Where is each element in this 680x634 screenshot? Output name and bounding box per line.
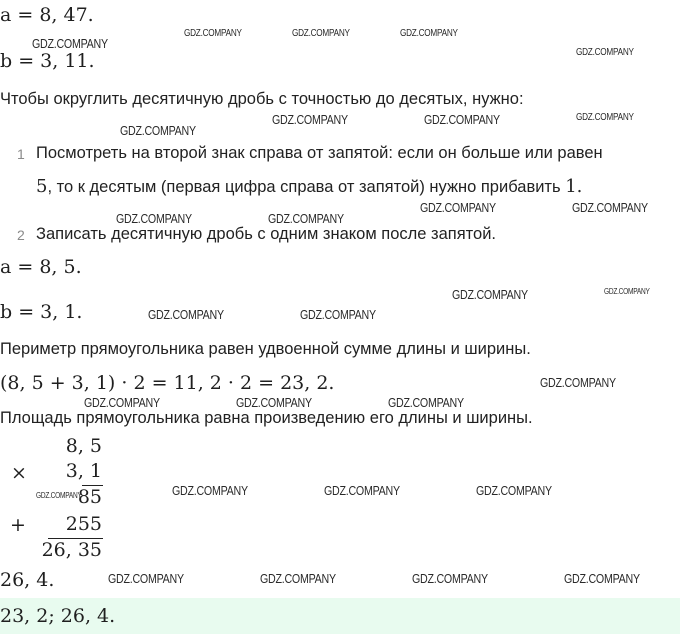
watermark: GDZ.COMPANY xyxy=(84,395,160,410)
b-initial: b = 3, 11. xyxy=(0,50,95,72)
watermark: GDZ.COMPANY xyxy=(412,571,488,586)
perimeter-formula: (8, 5 + 3, 1) · 2 = 11, 2 · 2 = 23, 2. xyxy=(0,372,335,394)
plus-sign: + xyxy=(10,514,26,536)
watermark: GDZ.COMPANY xyxy=(260,571,336,586)
mult-sign: × xyxy=(11,462,27,484)
watermark: GDZ.COMPANY xyxy=(292,28,350,39)
b-rounded: b = 3, 1. xyxy=(0,301,83,323)
step1-one: 1. xyxy=(565,176,583,197)
partial-product-1: 85 xyxy=(77,486,102,508)
watermark: GDZ.COMPANY xyxy=(564,571,640,586)
watermark: GDZ.COMPANY xyxy=(576,47,634,58)
answer: 23, 2; 26, 4. xyxy=(0,605,116,627)
watermark: GDZ.COMPANY xyxy=(572,200,648,215)
a-rounded: a = 8, 5. xyxy=(0,256,82,278)
watermark: GDZ.COMPANY xyxy=(540,375,616,390)
step1-five: 5 xyxy=(36,176,48,197)
rounding-intro: Чтобы округлить десятичную дробь с точностью до десятых, нужно: xyxy=(0,90,524,108)
watermark: GDZ.COMPANY xyxy=(172,483,248,498)
partial-product-2: 255 xyxy=(65,513,102,535)
watermark: GDZ.COMPANY xyxy=(236,395,312,410)
step1-number: 1 xyxy=(17,146,25,162)
step1-text-mid: , то к десятым (первая цифра справа от запятой) нужно прибавить xyxy=(47,178,561,196)
step1-text-line2 xyxy=(36,178,582,196)
watermark: GDZ.COMPANY xyxy=(120,123,196,138)
a-initial: a = 8, 47. xyxy=(0,4,94,26)
area-text: Площадь прямоугольника равна произведению его длины и ширины. xyxy=(0,409,533,427)
watermark: GDZ.COMPANY xyxy=(388,395,464,410)
step2-number: 2 xyxy=(17,227,25,243)
watermark: GDZ.COMPANY xyxy=(272,112,348,127)
mult-row1: 8, 5 xyxy=(65,435,102,457)
watermark: GDZ.COMPANY xyxy=(420,200,496,215)
watermark: GDZ.COMPANY xyxy=(108,571,184,586)
watermark: GDZ.COMPANY xyxy=(148,307,224,322)
watermark: GDZ.COMPANY xyxy=(300,307,376,322)
watermark: GDZ.COMPANY xyxy=(268,211,344,226)
step2-text: Записать десятичную дробь с одним знаком после запятой. xyxy=(36,225,496,243)
watermark: GDZ.COMPANY xyxy=(184,28,242,39)
step1-text-line1: Посмотреть на второй знак справа от запятой: если он больше или равен xyxy=(36,144,603,162)
watermark: GDZ.COMPANY xyxy=(324,483,400,498)
area-rounded: 26, 4. xyxy=(0,569,55,591)
watermark: GDZ.COMPANY xyxy=(476,483,552,498)
watermark: GDZ.COMPANY xyxy=(452,287,528,302)
watermark: GDZ.COMPANY xyxy=(36,491,82,500)
watermark: GDZ.COMPANY xyxy=(576,112,634,123)
product: 26, 35 xyxy=(41,539,102,561)
mult-row2: 3, 1 xyxy=(65,460,102,482)
watermark: GDZ.COMPANY xyxy=(400,28,458,39)
perimeter-text: Периметр прямоугольника равен удвоенной сумме длины и ширины. xyxy=(0,340,531,358)
watermark: GDZ.COMPANY xyxy=(424,112,500,127)
watermark: GDZ.COMPANY xyxy=(604,287,650,296)
watermark: GDZ.COMPANY xyxy=(116,211,192,226)
watermark: GDZ.COMPANY xyxy=(32,36,108,51)
